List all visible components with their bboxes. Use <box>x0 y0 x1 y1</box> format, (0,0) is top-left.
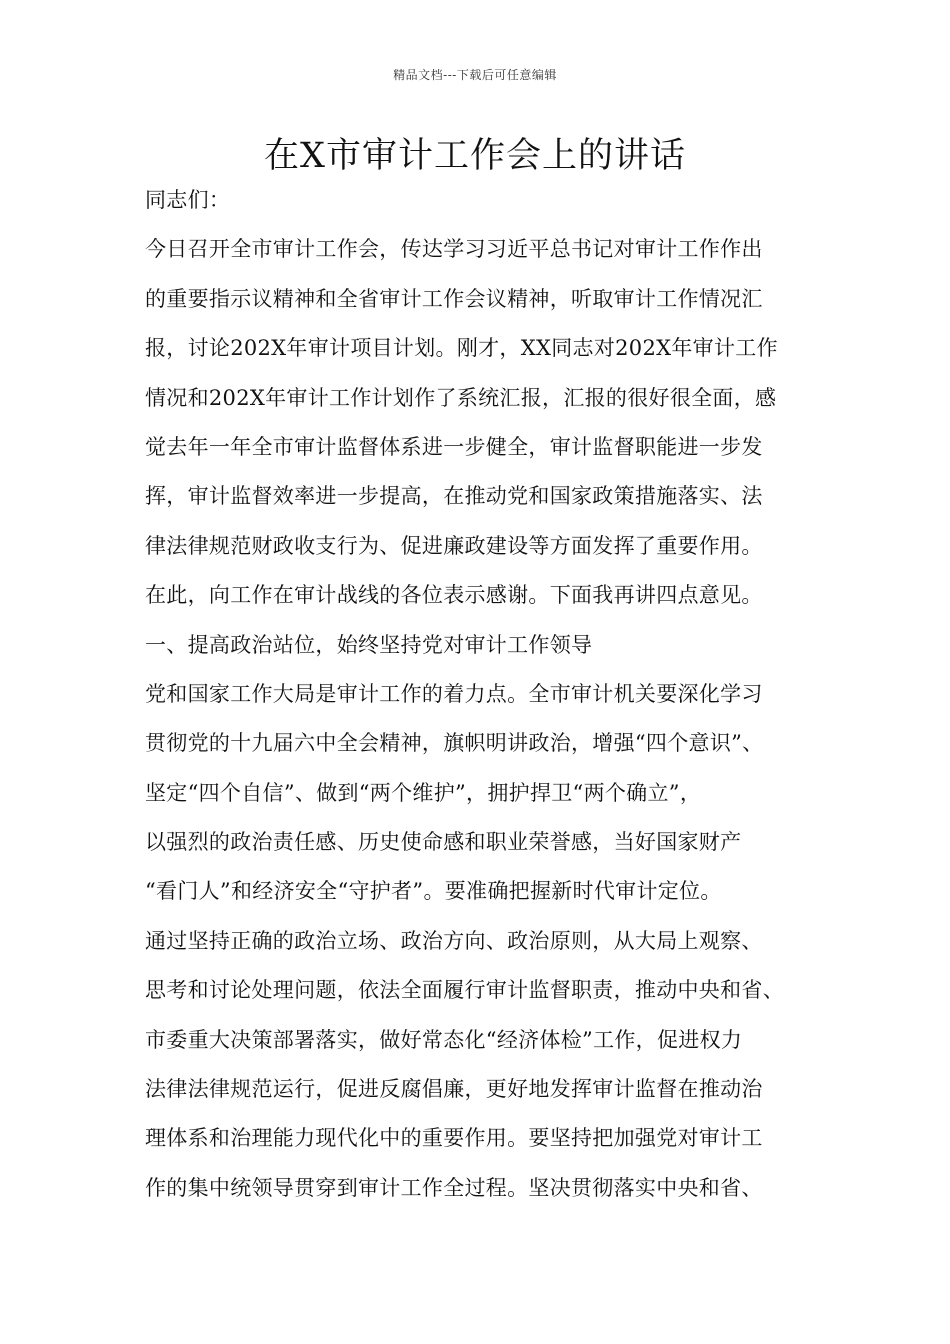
text-line: 理体系和治理能力现代化中的重要作用。要坚持把加强党对审计工 <box>145 1126 763 1151</box>
text-line: 在此，向工作在审计战线的各位表示感谢。下面我再讲四点意见。 <box>145 583 763 608</box>
document-title: 在X市审计工作会上的讲话 <box>264 136 686 176</box>
text-line: 通过坚持正确的政治立场、政治方向、政治原则，从大局上观察、 <box>145 928 763 953</box>
section-heading: 一、提高政治站位，始终坚持党对审计工作领导 <box>145 632 593 657</box>
text-line: 以强烈的政治责任感、历史使命感和职业荣誉感，当好国家财产 <box>145 830 742 855</box>
text-line: 市委重大决策部署落实，做好常态化“经济体检”工作，促进权力 <box>145 1027 743 1052</box>
text-line: 报，讨论202X年审计项目计划。刚才，XX同志对202X年审计工作 <box>145 336 778 361</box>
text-line: 的重要指示议精神和全省审计工作会议精神，听取审计工作情况汇 <box>145 286 763 311</box>
text-line: 思考和讨论处理问题，依法全面履行审计监督职责，推动中央和省、 <box>145 978 784 1003</box>
text-line: 坚定“四个自信”、做到“两个维护”，拥护捍卫“两个确立”， <box>145 780 702 805</box>
text-line: 情况和202X年审计工作计划作了系统汇报，汇报的很好很全面，感 <box>145 385 777 410</box>
text-line: 今日召开全市审计工作会，传达学习习近平总书记对审计工作作出 <box>145 237 763 262</box>
text-line: 党和国家工作大局是审计工作的着力点。全市审计机关要深化学习 <box>145 681 763 706</box>
text-line: 贯彻党的十九届六中全会精神，旗帜明讲政治，增强“四个意识”、 <box>145 731 764 756</box>
text-line: 觉去年一年全市审计监督体系进一步健全，审计监督职能进一步发 <box>145 434 763 459</box>
document-body <box>145 182 825 1219</box>
text-line: 作的集中统领导贯穿到审计工作全过程。坚决贯彻落实中央和省、 <box>145 1175 763 1200</box>
salutation: 同志们： <box>145 188 231 212</box>
text-line: 法律法律规范运行，促进反腐倡廉，更好地发挥审计监督在推动治 <box>145 1077 763 1102</box>
text-line: 挥，审计监督效率进一步提高，在推动党和国家政策措施落实、法 <box>145 484 763 509</box>
text-line: 律法律规范财政收支行为、促进廉政建设等方面发挥了重要作用。 <box>145 533 763 558</box>
text-line: “看门人”和经济安全“守护者”。要准确把握新时代审计定位。 <box>145 879 722 904</box>
header-note: 精品文档---下载后可任意编辑 <box>393 68 557 82</box>
